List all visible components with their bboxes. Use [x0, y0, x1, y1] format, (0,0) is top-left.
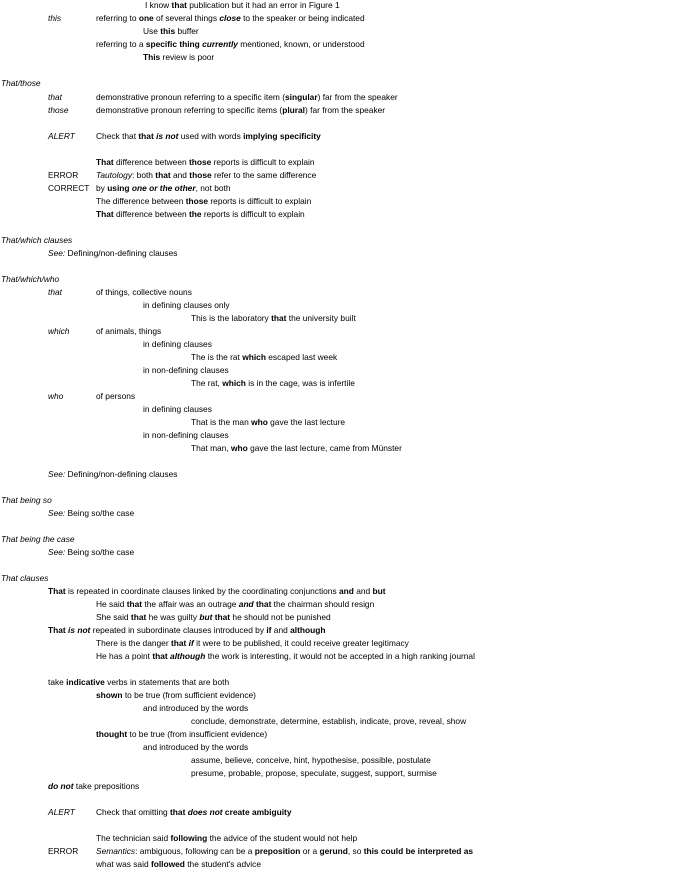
text-run: create ambiguity: [222, 807, 292, 817]
text-run: reports is difficult to explain: [201, 209, 305, 219]
correct-label: [48, 183, 89, 194]
text-run: shown: [96, 690, 123, 700]
text-line: [143, 339, 212, 350]
text-run: There is the danger: [96, 638, 171, 648]
example-line: [191, 378, 355, 389]
text-run: do not: [48, 781, 74, 791]
entry-heading: [1, 573, 48, 584]
text-run: thought: [96, 729, 128, 739]
text-run: gave the last lecture: [267, 417, 346, 427]
text-run: but: [199, 612, 213, 622]
text-line: [96, 92, 398, 103]
text-run: See:: [48, 547, 66, 557]
text-run: this: [48, 13, 62, 23]
text-run: That man,: [191, 443, 232, 453]
text-run: This is the laboratory: [191, 313, 272, 323]
text-run: The is the rat: [191, 352, 243, 362]
example-line: [96, 196, 311, 207]
text-run: and: [338, 586, 354, 596]
text-run: Check that: [96, 131, 139, 141]
text-run: referring to: [96, 13, 139, 23]
text-run: the: [188, 209, 202, 219]
text-run: The difference between: [96, 196, 186, 206]
text-run: , so: [347, 846, 364, 856]
text-run: in defining clauses only: [143, 300, 230, 310]
term-label: [48, 105, 69, 116]
text-run: ) far from the speaker: [305, 105, 386, 115]
text-run: demonstrative pronoun referring to a specific item (: [96, 92, 285, 102]
text-run: plural: [282, 105, 306, 115]
text-run: those: [185, 196, 209, 206]
text-run: gerund: [319, 846, 348, 856]
text-run: although: [290, 625, 326, 635]
text-run: That clauses: [1, 573, 49, 583]
text-line: [145, 0, 340, 11]
text-run: the chairman should resign: [271, 599, 375, 609]
text-run: that: [152, 651, 168, 661]
text-run: , not both: [195, 183, 231, 193]
text-run: those: [189, 170, 212, 180]
word-list: [191, 755, 431, 766]
word-list: [191, 768, 437, 779]
entry-heading: [1, 78, 41, 89]
text-run: that: [170, 807, 186, 817]
text-run: That being so: [1, 495, 52, 505]
example-line: [96, 599, 374, 610]
text-run: or a: [300, 846, 320, 856]
example-line: [191, 417, 345, 428]
text-line: [143, 365, 229, 376]
text-run: in non-defining clauses: [143, 365, 229, 375]
text-run: this: [160, 26, 176, 36]
text-run: that: [155, 170, 171, 180]
text-run: That/which clauses: [1, 235, 73, 245]
example-line: [143, 26, 199, 37]
text-run: review is poor: [160, 52, 215, 62]
text-run: repeated in subordinate clauses introduced by: [90, 625, 267, 635]
text-run: refer to the same difference: [211, 170, 317, 180]
text-line: [96, 39, 365, 50]
text-run: to be true (from sufficient evidence): [122, 690, 256, 700]
text-run: conclude, demonstrate, determine, establish, indicate, prove, reveal, show: [191, 716, 467, 726]
text-run: that: [48, 92, 62, 102]
see-reference: [48, 248, 177, 259]
text-run: one: [138, 13, 154, 23]
text-run: following: [170, 833, 208, 843]
word-list: [191, 716, 466, 727]
text-line: [96, 287, 192, 298]
example-line: [96, 833, 357, 844]
text-run: which: [242, 352, 266, 362]
text-line: [143, 404, 212, 415]
alert-text: [96, 807, 292, 818]
text-line: [143, 703, 248, 714]
text-run: that: [171, 0, 187, 10]
text-run: and introduced by the words: [143, 742, 249, 752]
text-run: The technician said: [96, 833, 171, 843]
text-run: is not: [68, 625, 91, 635]
example-line: [96, 157, 315, 168]
text-run: the university built: [286, 313, 356, 323]
text-run: followed: [150, 859, 185, 869]
text-run: ERROR: [48, 170, 79, 180]
text-line: [143, 742, 248, 753]
text-run: of several things: [153, 13, 220, 23]
text-run: I know: [145, 0, 172, 10]
text-run: publication but it had an error in Figure 1: [186, 0, 340, 10]
text-run: to be true (from insufficient evidence): [127, 729, 268, 739]
text-line: [96, 391, 135, 402]
text-run: Being so/the case: [65, 547, 135, 557]
text-run: referring to a: [96, 39, 146, 49]
term-label: [48, 287, 62, 298]
text-run: That/those: [1, 78, 41, 88]
text-run: of persons: [96, 391, 136, 401]
text-run: of animals, things: [96, 326, 162, 336]
example-line: [191, 313, 356, 324]
text-run: Being so/the case: [65, 508, 135, 518]
text-run: difference between: [113, 157, 189, 167]
text-run: Use: [143, 26, 161, 36]
text-line: [96, 859, 261, 870]
see-reference: [48, 469, 177, 480]
text-run: the advice of the student would not help: [207, 833, 358, 843]
text-run: That is the man: [191, 417, 252, 427]
text-run: but: [372, 586, 386, 596]
text-run: escaped last week: [265, 352, 338, 362]
text-run: ALERT: [48, 807, 75, 817]
example-line: [96, 612, 331, 623]
alert-label: [48, 807, 75, 818]
text-run: in defining clauses: [143, 339, 212, 349]
text-run: who: [231, 443, 248, 453]
entry-heading: [1, 495, 52, 506]
entry-heading: [1, 534, 75, 545]
text-run: and: [170, 170, 190, 180]
text-run: what was said: [96, 859, 151, 869]
text-run: Semantics: [96, 846, 136, 856]
text-run: take: [48, 677, 67, 687]
text-run: : ambiguous, following can be a: [135, 846, 255, 856]
text-run: and: [238, 599, 254, 609]
text-run: those: [48, 105, 69, 115]
text-run: he was guilty: [146, 612, 200, 622]
example-line: [191, 443, 402, 454]
text-run: reports is difficult to explain: [208, 196, 312, 206]
text-run: and introduced by the words: [143, 703, 249, 713]
text-run: She said: [96, 612, 131, 622]
text-run: verbs in statements that are both: [104, 677, 230, 687]
text-run: He said: [96, 599, 127, 609]
text-run: is in the cage, was is infertile: [245, 378, 355, 388]
text-run: who: [251, 417, 268, 427]
text-run: See:: [48, 248, 66, 258]
text-run: That/which/who: [1, 274, 60, 284]
alert-text: [96, 131, 321, 142]
example-line: [143, 52, 214, 63]
term-label: [48, 326, 69, 337]
text-run: gave the last lecture, came from Münster: [247, 443, 402, 453]
text-run: He has a point: [96, 651, 153, 661]
text-line: [48, 625, 325, 636]
text-line: [96, 729, 267, 740]
text-line: [96, 105, 385, 116]
text-run: ERROR: [48, 846, 79, 856]
entry-heading: [1, 274, 59, 285]
correct-text: [96, 183, 231, 194]
text-run: that: [214, 612, 231, 622]
text-run: that: [138, 131, 154, 141]
text-run: that: [130, 612, 147, 622]
alert-label: [48, 131, 75, 142]
text-run: preposition: [254, 846, 301, 856]
term-label: [48, 92, 62, 103]
text-run: That being the case: [1, 534, 75, 544]
text-run: that: [126, 599, 143, 609]
term-label: [48, 391, 63, 402]
text-run: is repeated in coordinate clauses linked by the coordinating conjunctions: [65, 586, 339, 596]
text-run: Tautology: [96, 170, 133, 180]
text-run: take prepositions: [73, 781, 140, 791]
see-reference: [48, 508, 134, 519]
text-run: that: [170, 638, 187, 648]
text-run: it were to be published, it could receive greater legitimacy: [193, 638, 409, 648]
text-line: [96, 13, 365, 24]
text-run: This: [143, 52, 161, 62]
text-run: demonstrative pronoun referring to specific items (: [96, 105, 283, 115]
text-run: That: [96, 157, 114, 167]
text-run: indicative: [66, 677, 105, 687]
term-label: [48, 13, 61, 24]
text-run: this could be interpreted as: [363, 846, 474, 856]
text-run: ALERT: [48, 131, 75, 141]
text-line: [143, 300, 230, 311]
text-run: by: [96, 183, 108, 193]
text-run: to the speaker or being indicated: [240, 13, 365, 23]
text-line: [96, 690, 256, 701]
text-run: which: [48, 326, 70, 336]
text-run: close: [219, 13, 241, 23]
text-run: which: [222, 378, 246, 388]
example-line: [96, 651, 475, 662]
text-run: Check that omitting: [96, 807, 171, 817]
text-run: of things, collective nouns: [96, 287, 192, 297]
text-run: that: [48, 287, 62, 297]
text-run: currently: [202, 39, 238, 49]
example-line: [96, 209, 305, 220]
text-run: That: [48, 586, 66, 596]
text-run: reports is difficult to explain: [211, 157, 315, 167]
error-text: [96, 170, 316, 181]
text-line: [48, 781, 139, 792]
text-run: although: [170, 651, 206, 661]
text-run: See:: [48, 508, 66, 518]
text-run: See:: [48, 469, 66, 479]
text-run: That: [48, 625, 66, 635]
text-run: one or the other: [131, 183, 196, 193]
text-run: Defining/non-defining clauses: [65, 248, 178, 258]
error-label: [48, 846, 78, 857]
text-run: those: [188, 157, 212, 167]
text-run: difference between: [113, 209, 189, 219]
text-line: [48, 586, 386, 597]
text-run: and: [353, 586, 373, 596]
text-run: he should not be punished: [230, 612, 331, 622]
text-run: that: [271, 313, 287, 323]
text-run: ) far from the speaker: [317, 92, 398, 102]
text-run: specific thing: [145, 39, 200, 49]
text-run: the student's advice: [184, 859, 261, 869]
text-run: is not: [156, 131, 179, 141]
text-run: mentioned, known, or understood: [237, 39, 365, 49]
text-run: the affair was an outrage: [142, 599, 239, 609]
text-run: : both: [132, 170, 156, 180]
text-run: in non-defining clauses: [143, 430, 229, 440]
text-run: implying specificity: [243, 131, 321, 141]
text-line: [96, 326, 161, 337]
text-run: That: [96, 209, 114, 219]
text-run: CORRECT: [48, 183, 90, 193]
text-run: The rat,: [191, 378, 223, 388]
text-run: does not: [187, 807, 223, 817]
text-run: Defining/non-defining clauses: [65, 469, 178, 479]
text-run: in defining clauses: [143, 404, 212, 414]
text-run: and: [271, 625, 291, 635]
text-run: presume, probable, propose, speculate, suggest, support, surmise: [191, 768, 437, 778]
text-run: who: [48, 391, 64, 401]
see-reference: [48, 547, 134, 558]
text-run: the work is interesting, it would not be accepted in a high ranking journal: [205, 651, 475, 661]
text-run: assume, believe, conceive, hint, hypothesise, possible, postulate: [191, 755, 431, 765]
text-run: used with words: [178, 131, 244, 141]
text-run: that: [256, 599, 272, 609]
error-text: [96, 846, 473, 857]
entry-heading: [1, 235, 72, 246]
text-run: if: [266, 625, 272, 635]
example-line: [191, 352, 337, 363]
text-line: [48, 677, 229, 688]
text-run: if: [188, 638, 194, 648]
text-run: singular: [285, 92, 318, 102]
text-run: using: [107, 183, 130, 193]
text-line: [143, 430, 229, 441]
example-line: [96, 638, 409, 649]
error-label: [48, 170, 78, 181]
text-run: buffer: [175, 26, 199, 36]
